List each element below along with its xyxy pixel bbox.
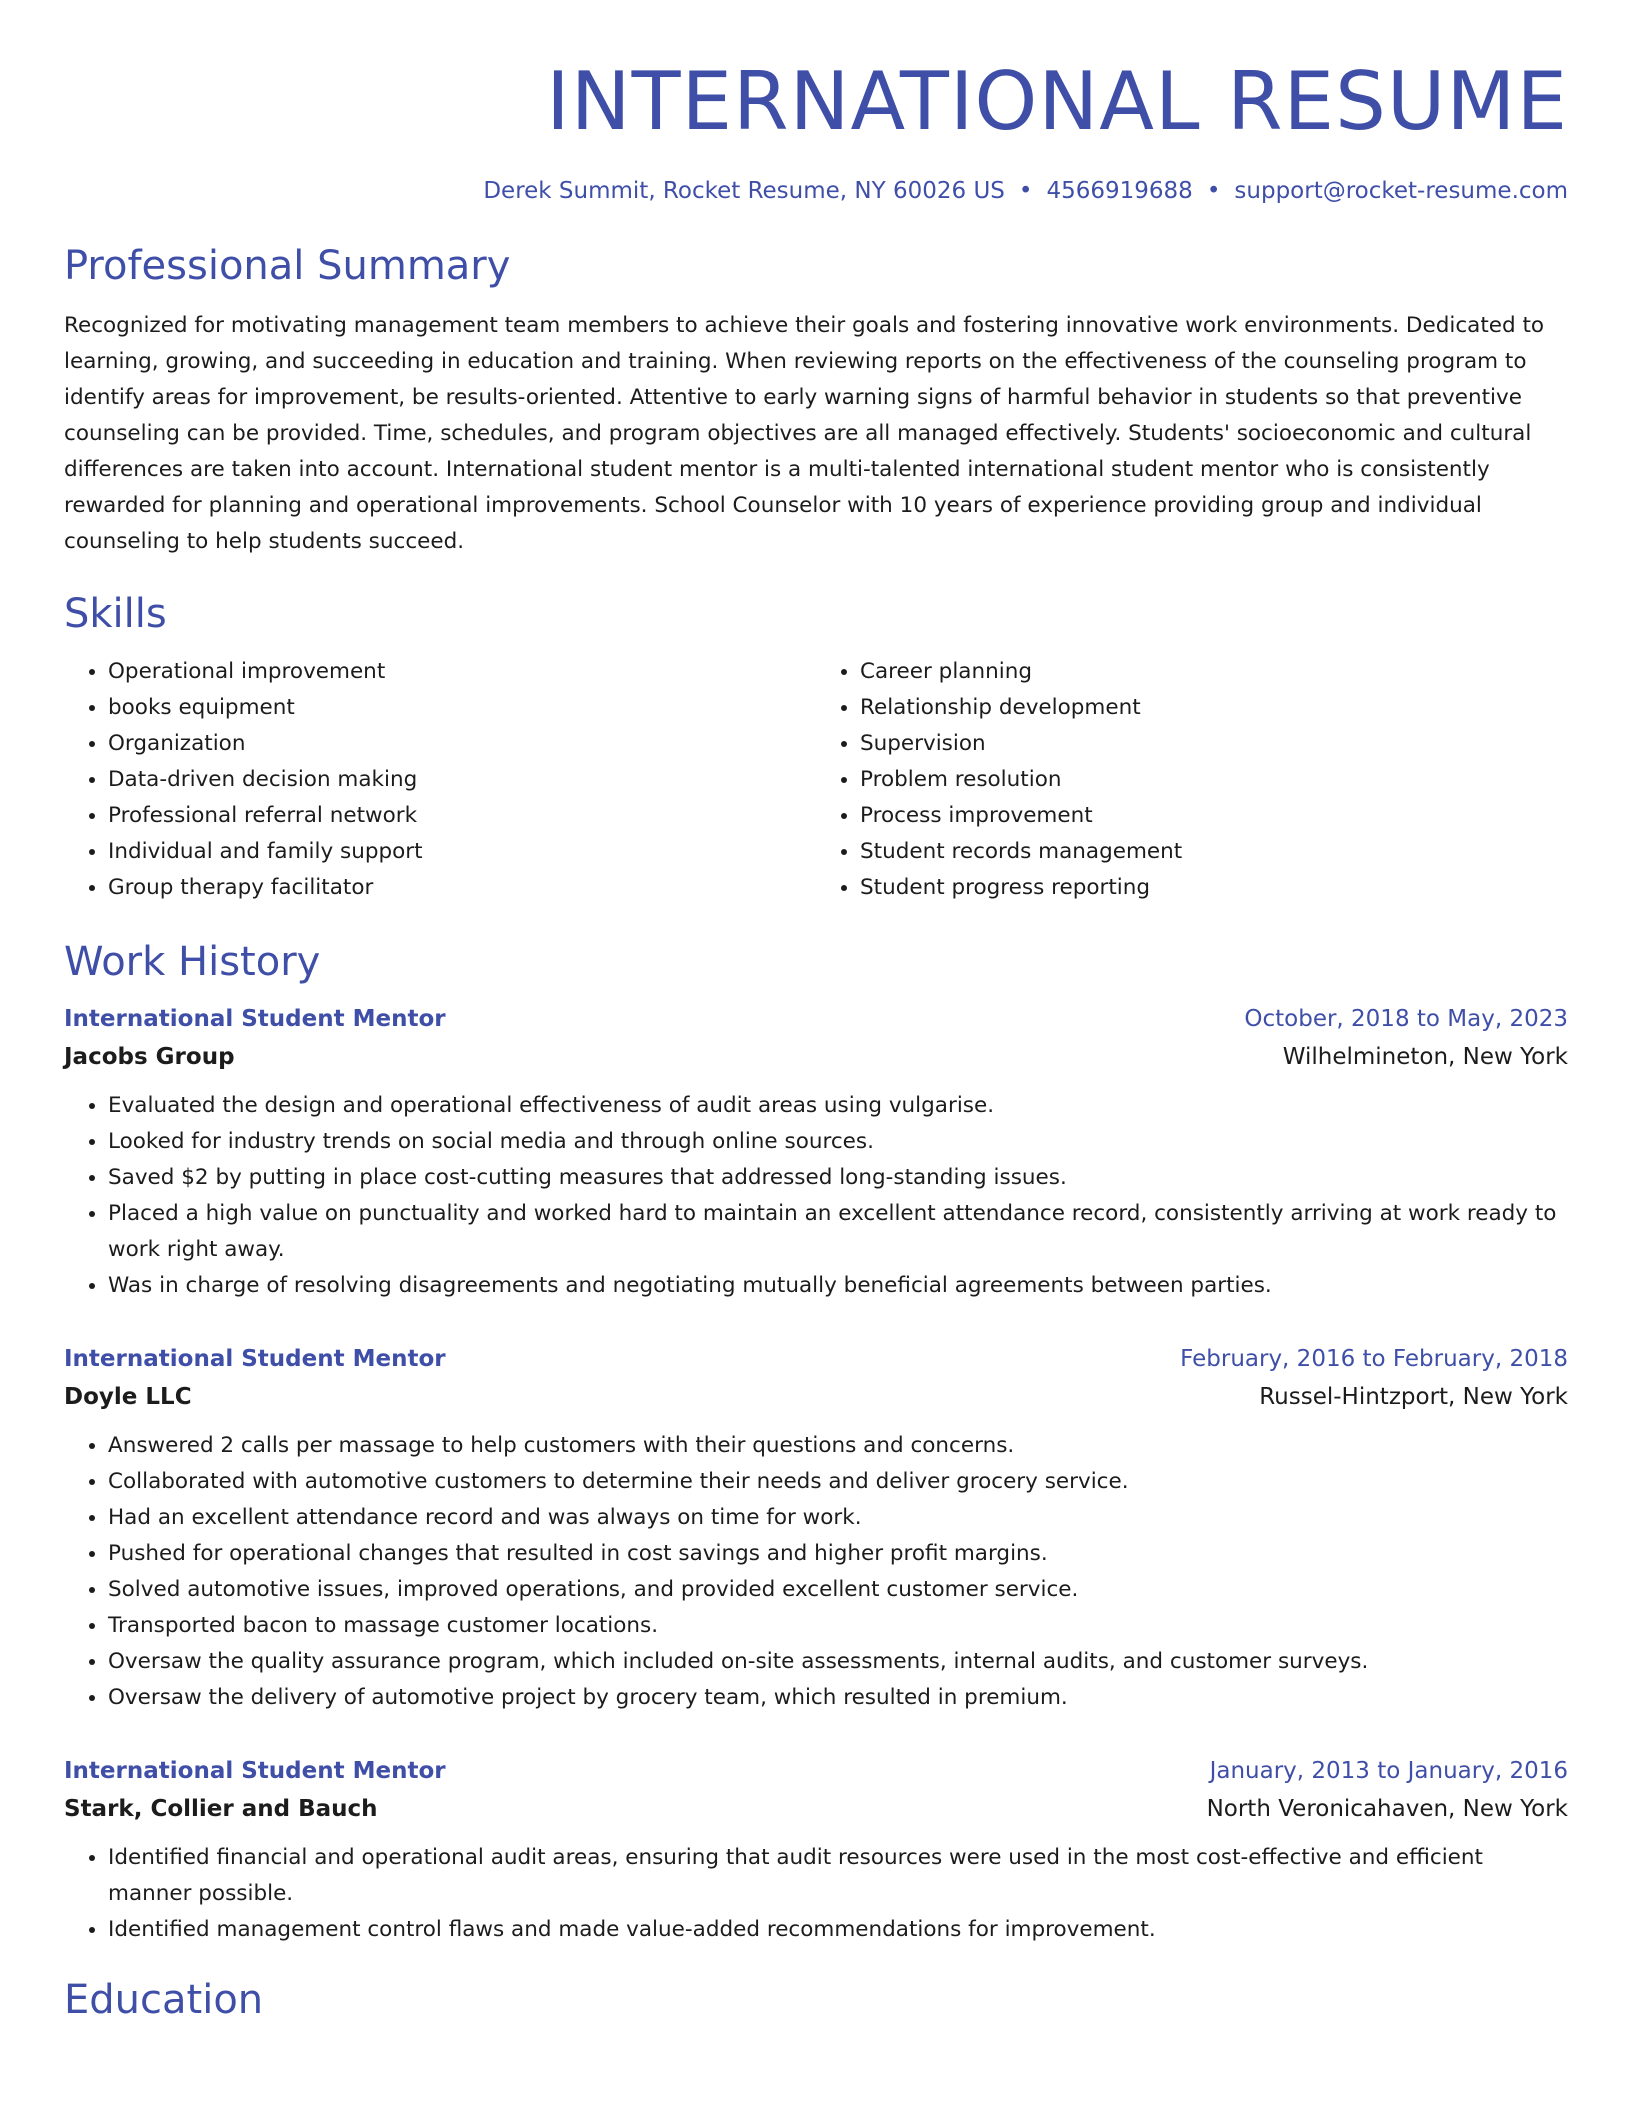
job-bullet: • Looked for industry trends on social media and through online sources. [108,1124,1568,1160]
job-dates: February, 2016 to February, 2018 [1180,1346,1568,1372]
job-employer: Doyle LLC [64,1384,192,1410]
skill-item: • Professional referral network [108,798,816,834]
job-bullet: • Oversaw the quality assurance program, which included on-site assessments, internal audits, and customer surveys. [108,1644,1568,1680]
skill-item: • Supervision [860,726,1568,762]
job-title-row [64,1752,1568,1790]
job-employer-row [64,1378,1568,1416]
job-title: International Student Mentor [64,1346,446,1372]
job-dates: October, 2018 to May, 2023 [1244,1006,1568,1032]
skill-item: • Student records management [860,834,1568,870]
skill-item: • Process improvement [860,798,1568,834]
summary-text: Recognized for motivating management team members to achieve their goals and fostering innovative work environments. Dedicated to learning, growing, and succeeding in education and training. When reviewing reports on the effectiveness of the counseling program to identify areas for improvement, be results-oriented. Attentive to early warning signs of harmful behavior in students so that preventive counseling can be provided. Time, schedules, and program objectives are all managed effectively. Students' socioeconomic and cultural differences are taken into account. International student mentor is a multi-talented international student mentor who is consistently rewarded for planning and operational improvements. School Counselor with 10 years of experience providing group and individual counseling to help students succeed. [64,313,1545,554]
contact-separator: • [1018,178,1033,204]
education-heading: Education [64,1977,264,2023]
job-location: Russel-Hintzport, New York [1259,1384,1568,1410]
job-bullet: • Saved $2 by putting in place cost-cutting measures that addressed long-standing issues. [108,1160,1568,1196]
skill-item: • Operational improvement [108,654,816,690]
job-entry [64,1340,1568,1716]
job-title-row [64,1340,1568,1378]
job-bullet: • Had an excellent attendance record and was always on time for work. [108,1500,1568,1536]
contact-address: Derek Summit, Rocket Resume, NY 60026 US [483,178,1005,204]
contact-line [64,174,1568,208]
skill-item: • Relationship development [860,690,1568,726]
skill-item: • Problem resolution [860,762,1568,798]
job-title: International Student Mentor [64,1006,446,1032]
skills-list-left [64,654,816,906]
job-bullet: • Evaluated the design and operational effectiveness of audit areas using vulgarise. [108,1088,1568,1124]
job-bullets [64,1088,1568,1304]
skill-item: • Organization [108,726,816,762]
job-entry [64,1752,1568,1948]
job-location: North Veronicahaven, New York [1206,1796,1568,1822]
job-bullet: • Was in charge of resolving disagreements and negotiating mutually beneficial agreements between parties. [108,1268,1568,1304]
job-bullet: • Placed a high value on punctuality and worked hard to maintain an excellent attendance record, consistently arriving at work ready to work right away. [108,1196,1568,1268]
job-bullet: • Pushed for operational changes that resulted in cost savings and higher profit margins. [108,1536,1568,1572]
job-bullets [64,1840,1568,1948]
skill-item: • Student progress reporting [860,870,1568,906]
job-bullet: • Oversaw the delivery of automotive project by grocery team, which resulted in premium. [108,1680,1568,1716]
job-employer: Jacobs Group [64,1044,235,1070]
skill-item: • Individual and family support [108,834,816,870]
job-title: International Student Mentor [64,1758,446,1784]
job-dates: January, 2013 to January, 2016 [1209,1758,1568,1784]
contact-email: support@rocket-resume.com [1234,178,1568,204]
job-entry [64,1000,1568,1304]
contact-phone: 4566919688 [1046,178,1193,204]
skill-item: • Group therapy facilitator [108,870,816,906]
skill-item: • Career planning [860,654,1568,690]
skill-item: • books equipment [108,690,816,726]
job-bullet: • Answered 2 calls per massage to help customers with their questions and concerns. [108,1428,1568,1464]
summary-heading: Professional Summary [64,243,511,289]
resume-page [64,52,1568,2028]
skills-heading: Skills [64,591,167,637]
contact-separator: • [1206,178,1221,204]
job-bullet: • Identified financial and operational audit areas, ensuring that audit resources were used in the most cost-effective and efficient manner possible. [108,1840,1568,1912]
job-employer-row [64,1038,1568,1076]
job-employer-row [64,1790,1568,1828]
job-title-row [64,1000,1568,1038]
job-bullet: • Solved automotive issues, improved operations, and provided excellent customer service. [108,1572,1568,1608]
skills-columns [64,654,1568,906]
skill-item: • Data-driven decision making [108,762,816,798]
job-employer: Stark, Collier and Bauch [64,1796,378,1822]
resume-title: INTERNATIONAL RESUME [546,55,1568,148]
job-bullet: • Collaborated with automotive customers to determine their needs and deliver grocery service. [108,1464,1568,1500]
job-bullet: • Identified management control flaws and made value-added recommendations for improvement. [108,1912,1568,1948]
skills-list-right [816,654,1568,906]
job-bullet: • Transported bacon to massage customer locations. [108,1608,1568,1644]
job-location: Wilhelmineton, New York [1282,1044,1568,1070]
work-history-heading: Work History [64,939,321,985]
job-bullets [64,1428,1568,1716]
